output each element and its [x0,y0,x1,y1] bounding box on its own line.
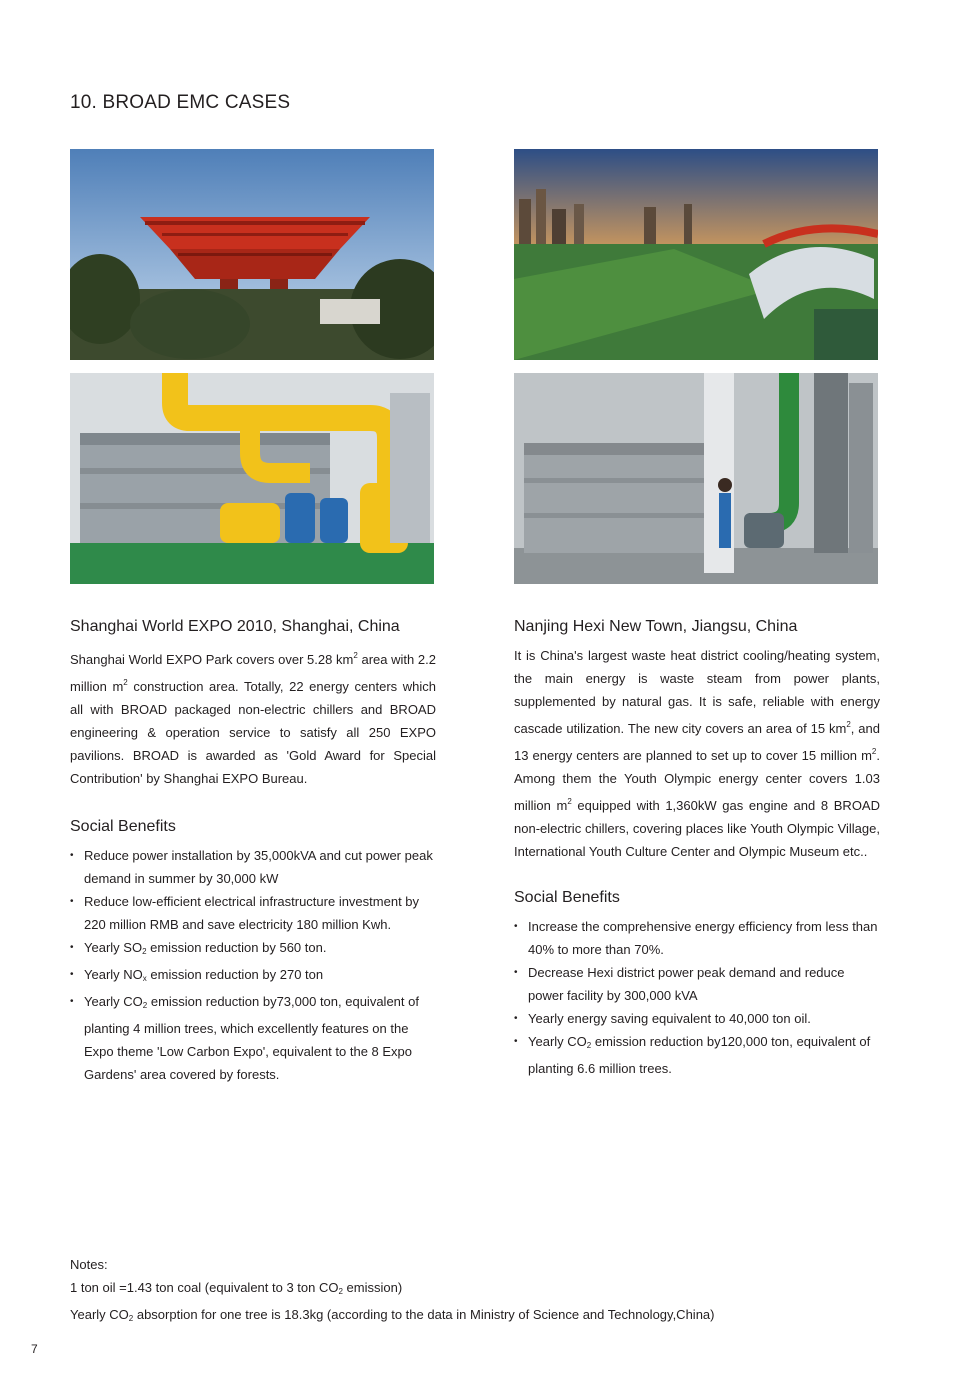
benefit-text: emission reduction by120,000 ton, equivalent of planting 6.6 million trees. [528,1034,871,1076]
bullet-icon: • [514,1013,518,1024]
benefit-text: Decrease Hexi district power peak demand and reduce power facility by 300,000 kVA [528,965,845,1003]
list-item [70,936,436,963]
page-title: 10. BROAD EMC CASES [70,92,291,113]
note-text: Yearly CO [70,1307,129,1322]
bullet-icon: • [70,969,74,980]
nanjing-skyline-photo [514,149,878,360]
list-item [514,1007,880,1030]
superscript: 2 [871,747,877,756]
benefit-text: Yearly NO [84,967,143,982]
list-item [514,961,880,1007]
subscript: 2 [142,1001,148,1010]
case-title: Shanghai World EXPO 2010, Shanghai, China [70,618,400,635]
chiller-yellow-pipes-photo [70,373,434,584]
bullet-icon: • [70,942,74,953]
list-item [70,963,436,990]
china-pavilion-photo [70,149,434,360]
benefit-text: Reduce power installation by 35,000kVA and cut power peak demand in summer by 30,000 kW [84,848,433,886]
list-item [70,890,436,936]
superscript: 2 [846,720,851,729]
nanjing-hexi-case [514,616,880,1080]
benefit-text: Yearly SO [84,940,143,955]
shanghai-expo-case [70,616,436,1086]
benefit-text: Increase the comprehensive energy efficiency from less than 40% to more than 70%. [528,919,878,957]
subscript: x [142,974,147,983]
bullet-icon: • [514,921,518,932]
case-text: construction area. Totally, 22 energy centers which all with BROAD packaged non-electric chillers and BROAD engineering & operation service to satisfy all 250 EXPO pavilions. BROAD is awarded as 'Gold Award for Special Contribution' by Shanghai EXPO Bureau. [70,679,436,786]
subscript: 2 [142,947,147,956]
case-description [514,644,880,863]
note-line [70,1303,714,1330]
subscript: 2 [586,1041,592,1050]
benefit-text: emission reduction by73,000 ton, equivalent of planting 4 million trees, which excellently features on the Expo theme 'Low Carbon Expo', equivalent to the 8 Expo Gardens' area covered by forests. [84,994,419,1082]
social-benefits-heading: Social Benefits [70,818,176,835]
notes-section [70,1253,714,1330]
subscript: 2 [338,1287,343,1296]
bullet-icon: • [70,850,74,861]
benefit-text: Reduce low-efficient electrical infrastructure investment by 220 million RMB and save electricity 180 million Kwh. [84,894,420,932]
case-text: area with 2.2 million m [70,652,437,694]
superscript: 2 [567,797,572,806]
bullet-icon: • [70,996,74,1007]
case-text: It is China's largest waste heat district cooling/heating system, the main energy is waste steam from power plants, supplemented by natural gas. It is safe, reliable with energy cascade utilization. The new city covers an area of 15 km [514,648,880,736]
case-text: , and 13 energy centers are planned to set up to cover 15 million m [514,721,881,763]
list-item [70,990,436,1086]
list-item [514,915,880,961]
superscript: 2 [353,651,358,660]
notes-label: Notes: [70,1257,108,1272]
bullet-icon: • [514,967,518,978]
case-text: Shanghai World EXPO Park covers over 5.28 km [70,652,354,667]
list-item [70,844,436,890]
note-text: emission) [342,1280,403,1295]
note-text: absorption for one tree is 18.3kg (according to the data in Ministry of Science and Technology,China) [133,1307,715,1322]
benefit-text: Yearly energy saving equivalent to 40,000 ton oil. [528,1011,811,1026]
benefit-text: Yearly CO [528,1034,587,1049]
note-text: 1 ton oil =1.43 ton coal (equivalent to 3 ton CO [70,1280,339,1295]
case-description [70,644,436,790]
chiller-green-pipes-photo [514,373,878,584]
case-text: equipped with 1,360kW gas engine and 8 BROAD non-electric chillers, covering places like Youth Olympic Village, International Youth Culture Center and Olympic Museum etc.. [514,798,880,859]
benefit-text: Yearly CO [84,994,143,1009]
subscript: 2 [128,1314,134,1323]
social-benefits-list [514,915,880,1080]
bullet-icon: • [514,1036,518,1047]
benefit-text: emission reduction by 270 ton [146,967,324,982]
case-title: Nanjing Hexi New Town, Jiangsu, China [514,618,798,635]
social-benefits-heading: Social Benefits [514,889,620,906]
benefit-text: emission reduction by 560 ton. [146,940,327,955]
note-line [70,1276,714,1303]
case-text: . Among them the Youth Olympic energy center covers 1.03 million m [514,748,880,813]
list-item [514,1030,880,1080]
page-number: 7 [31,1342,38,1356]
bullet-icon: • [70,896,74,907]
social-benefits-list [70,844,436,1086]
superscript: 2 [123,678,128,687]
